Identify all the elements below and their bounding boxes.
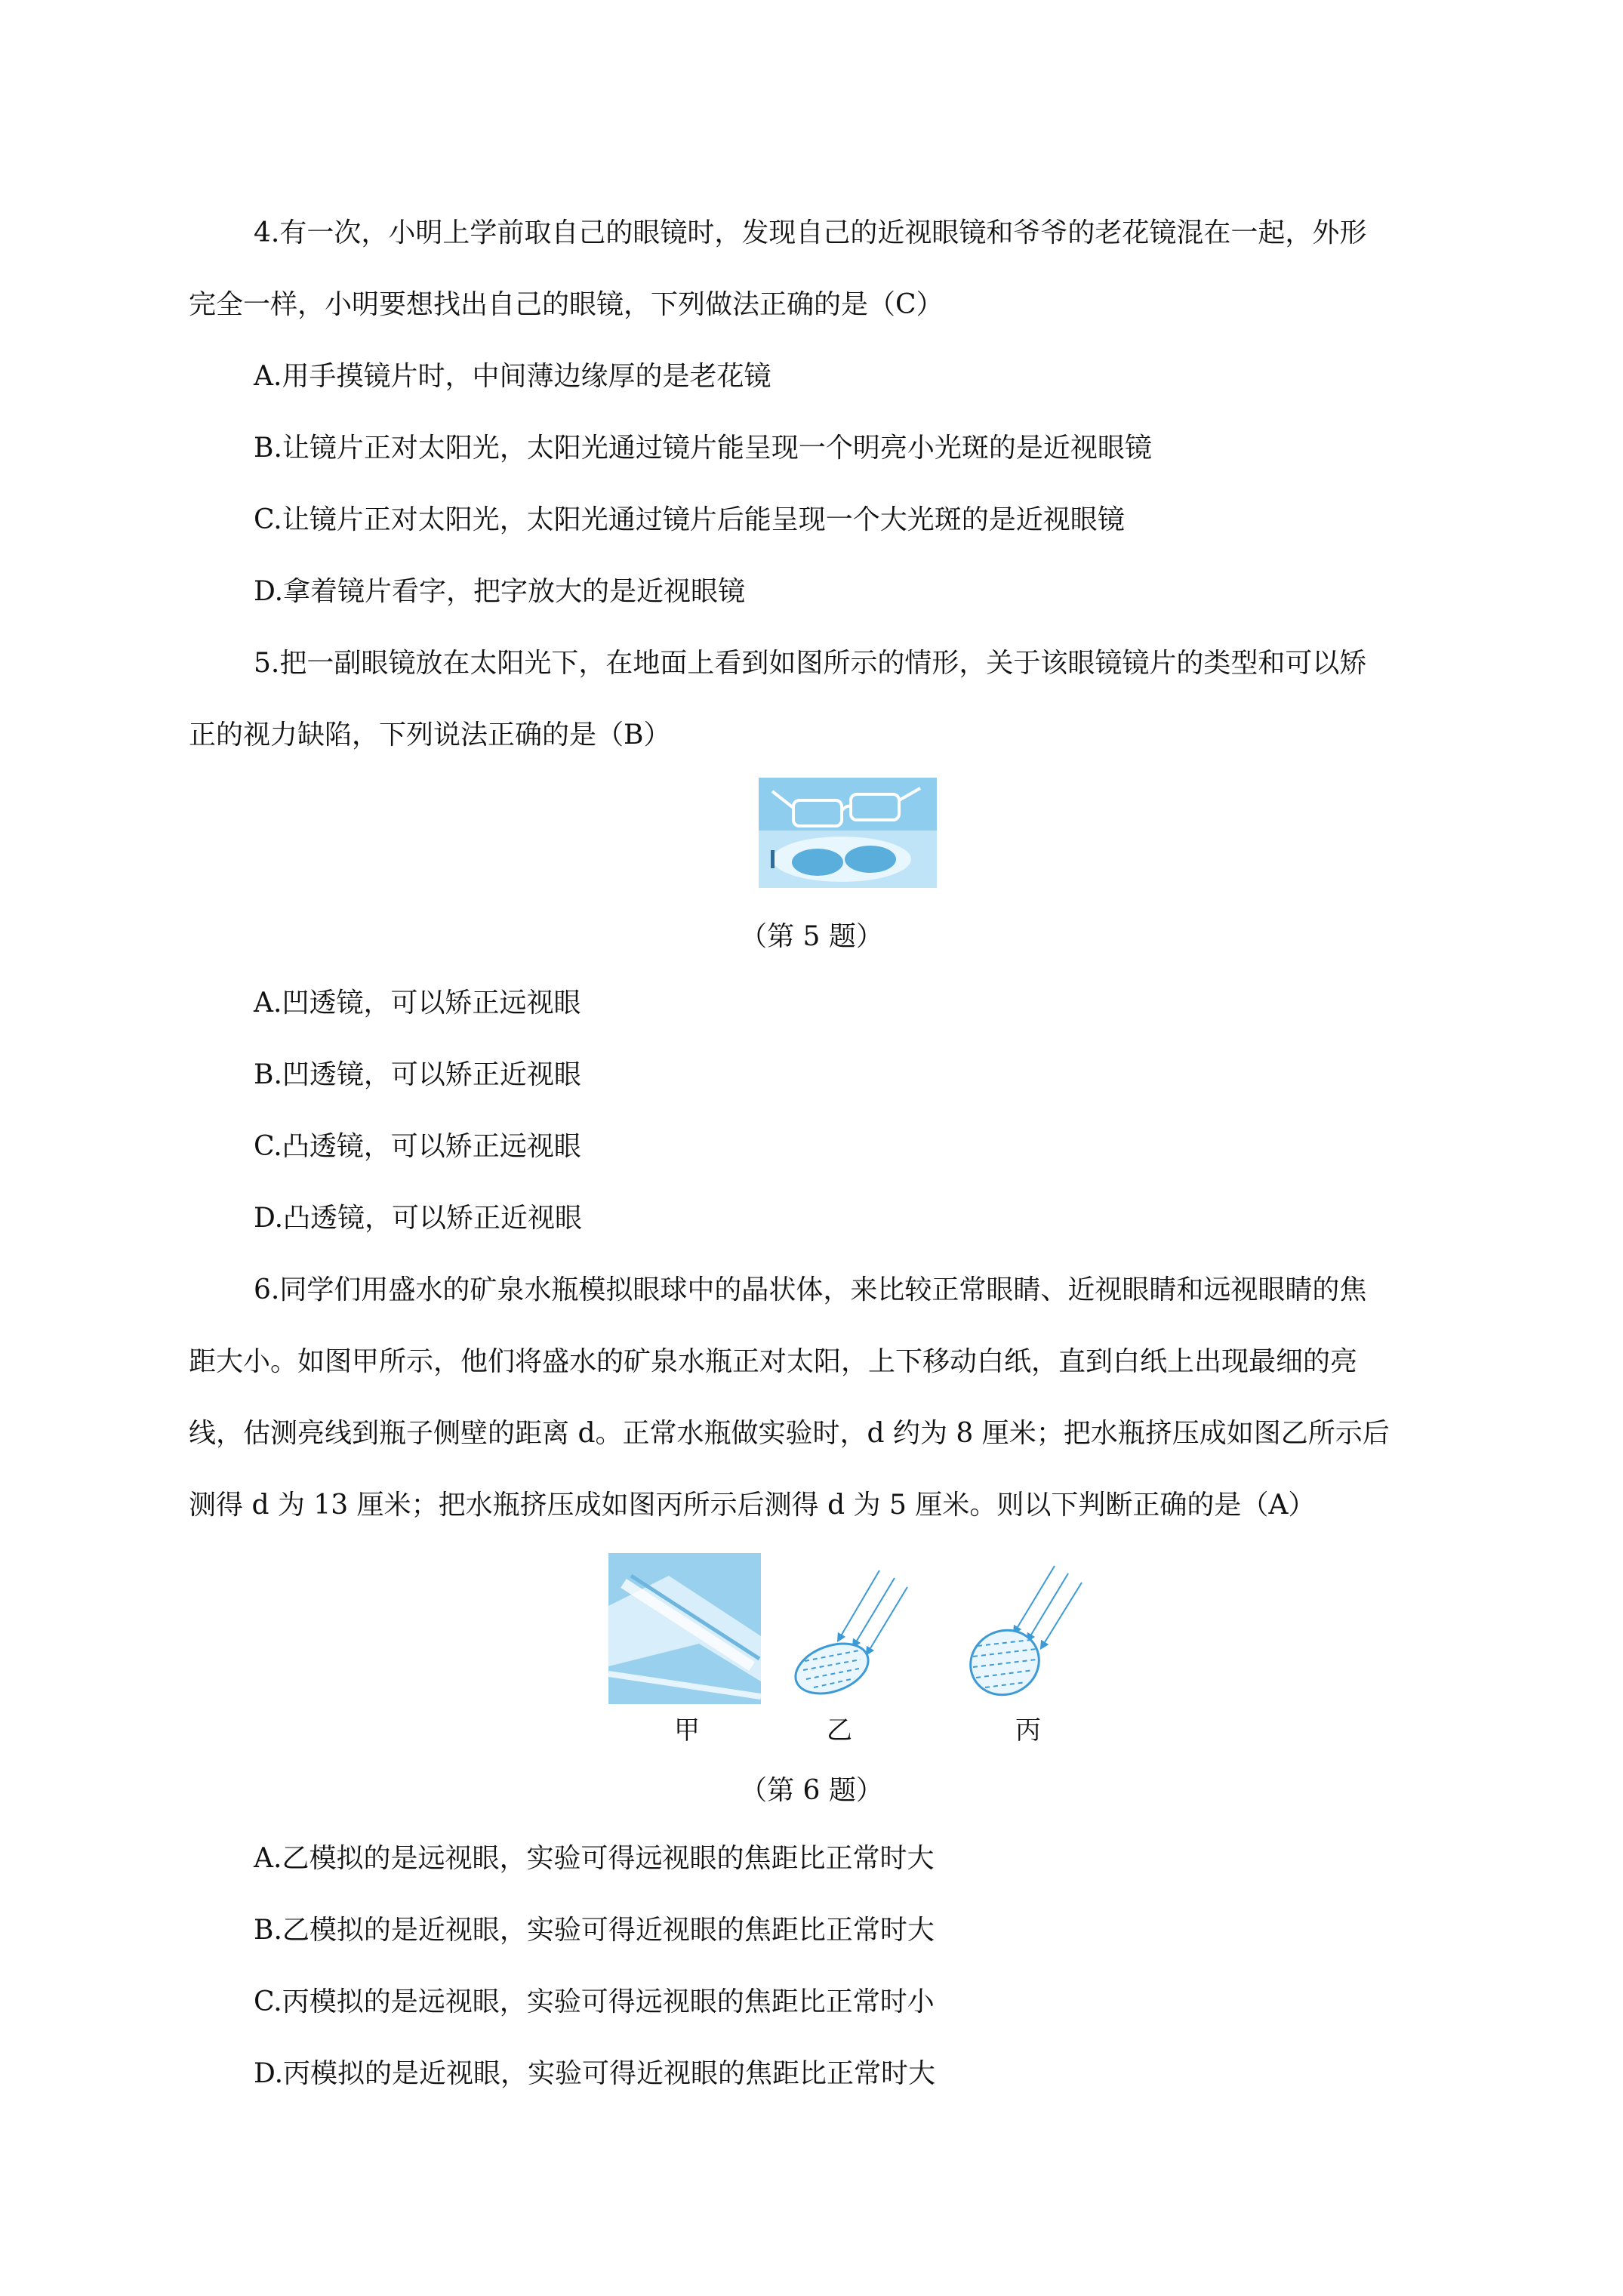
q6-figure-caption: （第 6 题） bbox=[740, 1775, 883, 1806]
q6-figure-label-yi: 乙 bbox=[827, 1715, 852, 1746]
q5-stem-line2: 正的视力缺陷，下列说法正确的是（B） bbox=[189, 720, 671, 750]
q4-option-c: C.让镜片正对太阳光，太阳光通过镜片后能呈现一个大光斑的是近视眼镜 bbox=[254, 504, 1125, 535]
q4-option-b: B.让镜片正对太阳光，太阳光通过镜片能呈现一个明亮小光斑的是近视眼镜 bbox=[254, 433, 1152, 464]
q6-figure-yi-diagram bbox=[785, 1555, 936, 1706]
q5-option-b: B.凹透镜，可以矫正近视眼 bbox=[254, 1059, 581, 1090]
q4-option-a: A.用手摸镜片时，中间薄边缘厚的是老花镜 bbox=[254, 361, 771, 392]
q5-option-d: D.凸透镜，可以矫正近视眼 bbox=[254, 1203, 583, 1234]
q5-option-a: A.凹透镜，可以矫正远视眼 bbox=[254, 988, 581, 1019]
q5-glasses-figure bbox=[759, 778, 937, 888]
q6-option-a: A.乙模拟的是远视眼，实验可得远视眼的焦距比正常时大 bbox=[254, 1843, 935, 1874]
q5-figure-caption: （第 5 题） bbox=[740, 921, 883, 952]
q5-stem-line1: 5.把一副眼镜放在太阳光下，在地面上看到如图所示的情形，关于该眼镜镜片的类型和可以矫 bbox=[254, 648, 1367, 679]
q6-stem-line3: 线，估测亮线到瓶子侧壁的距离 d。正常水瓶做实验时，d 约为 8 厘米；把水瓶挤压成如图乙所示后 bbox=[189, 1418, 1390, 1449]
q5-option-c: C.凸透镜，可以矫正远视眼 bbox=[254, 1131, 581, 1162]
q4-option-d: D.拿着镜片看字，把字放大的是近视眼镜 bbox=[254, 576, 746, 607]
q6-figure-jia-photo bbox=[608, 1553, 761, 1704]
q6-option-b: B.乙模拟的是近视眼，实验可得近视眼的焦距比正常时大 bbox=[254, 1915, 935, 1946]
q4-stem-line1: 4.有一次，小明上学前取自己的眼镜时，发现自己的近视眼镜和爷爷的老花镜混在一起，外形 bbox=[254, 217, 1367, 248]
q6-figure-label-bing: 丙 bbox=[1015, 1715, 1041, 1746]
q6-stem-line4: 测得 d 为 13 厘米；把水瓶挤压成如图丙所示后测得 d 为 5 厘米。则以下判断正确的是（A） bbox=[189, 1490, 1316, 1521]
q6-stem-line1: 6.同学们用盛水的矿泉水瓶模拟眼球中的晶状体，来比较正常眼睛、近视眼睛和远视眼睛的焦 bbox=[254, 1274, 1367, 1305]
q6-option-d: D.丙模拟的是近视眼，实验可得近视眼的焦距比正常时大 bbox=[254, 2058, 936, 2089]
q6-stem-line2: 距大小。如图甲所示，他们将盛水的矿泉水瓶正对太阳，上下移动白纸，直到白纸上出现最细的亮 bbox=[189, 1346, 1358, 1377]
q6-option-c: C.丙模拟的是远视眼，实验可得远视眼的焦距比正常时小 bbox=[254, 1986, 935, 2017]
q6-figure-label-jia: 甲 bbox=[674, 1715, 700, 1746]
q6-figure-bing-diagram bbox=[955, 1555, 1106, 1706]
q4-stem-line2: 完全一样，小明要想找出自己的眼镜，下列做法正确的是（C） bbox=[189, 289, 944, 320]
